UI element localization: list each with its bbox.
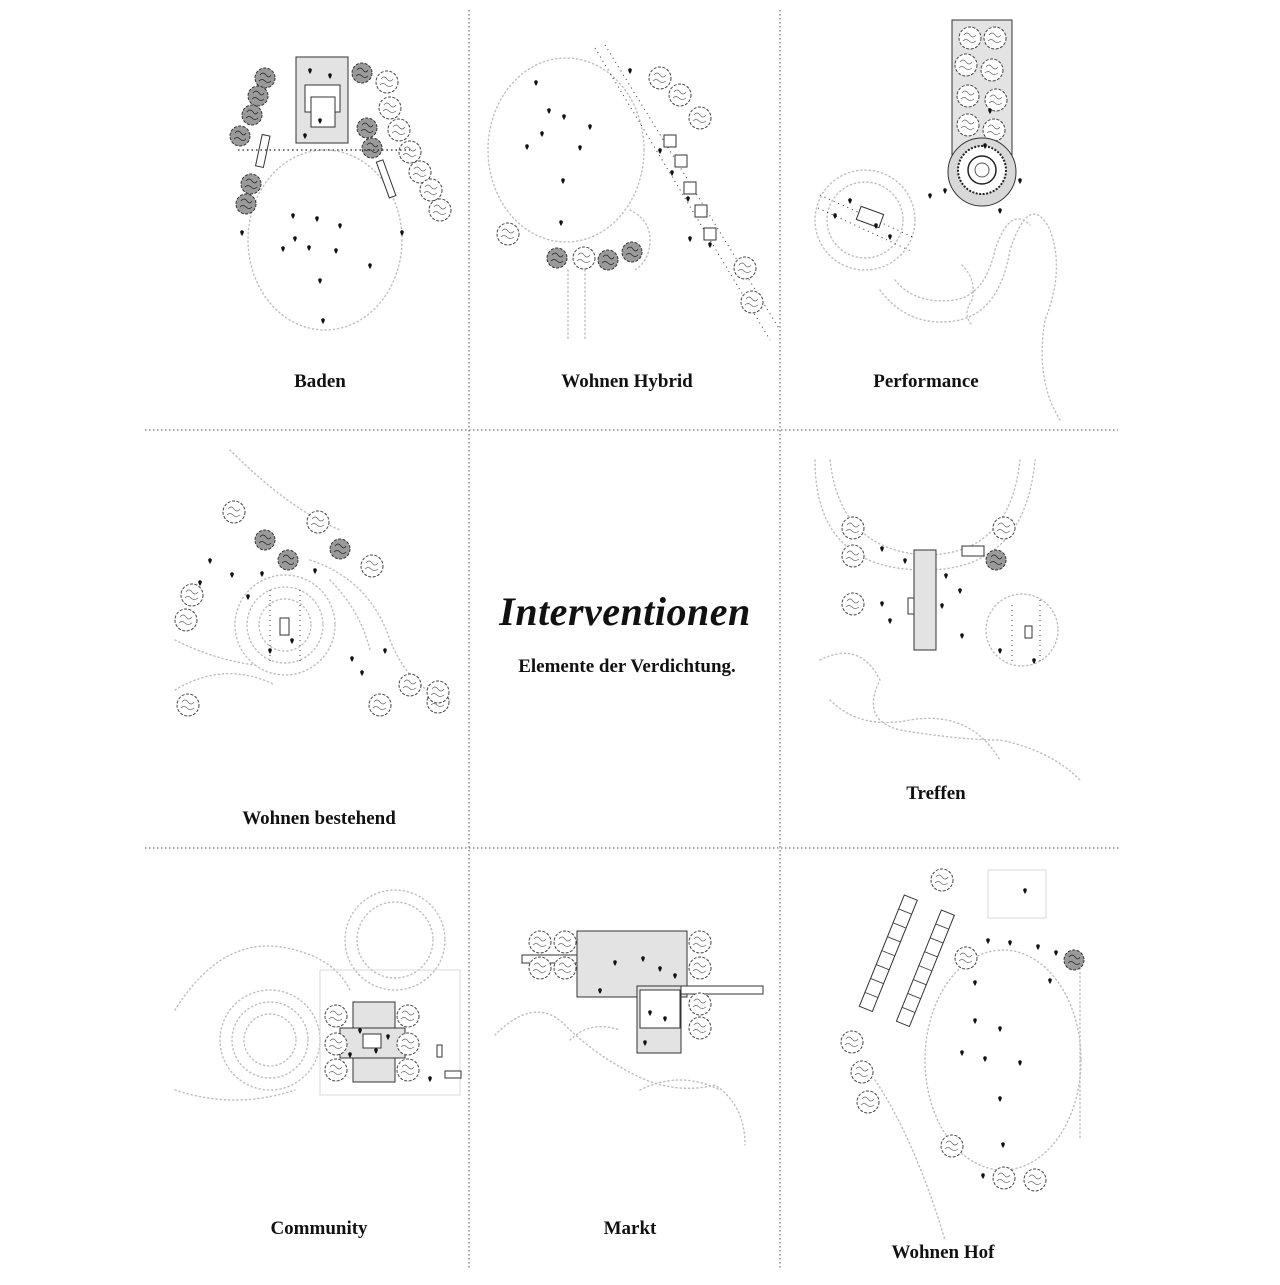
label-treffen: Treffen bbox=[906, 783, 966, 804]
label-baden: Baden bbox=[294, 371, 346, 392]
label-performance: Performance bbox=[873, 371, 979, 392]
page-title: Interventionen bbox=[499, 589, 751, 634]
plan-wohnen-hof bbox=[841, 869, 1084, 1240]
plan-wohnen-hybrid bbox=[488, 45, 780, 340]
label-community: Community bbox=[270, 1218, 368, 1239]
plan-performance bbox=[815, 20, 1060, 420]
plan-treffen bbox=[815, 460, 1080, 780]
label-wohnen-hybrid: Wohnen Hybrid bbox=[561, 371, 693, 392]
label-wohnen-bestehend: Wohnen bestehend bbox=[242, 808, 396, 829]
label-markt: Markt bbox=[603, 1218, 657, 1239]
plan-wohnen-bestehend bbox=[175, 450, 450, 716]
label-wohnen-hof: Wohnen Hof bbox=[891, 1242, 995, 1263]
plan-markt bbox=[495, 931, 763, 1145]
page-subtitle: Elemente der Verdichtung. bbox=[518, 656, 736, 677]
plan-community bbox=[175, 890, 461, 1100]
plan-baden bbox=[230, 57, 451, 330]
